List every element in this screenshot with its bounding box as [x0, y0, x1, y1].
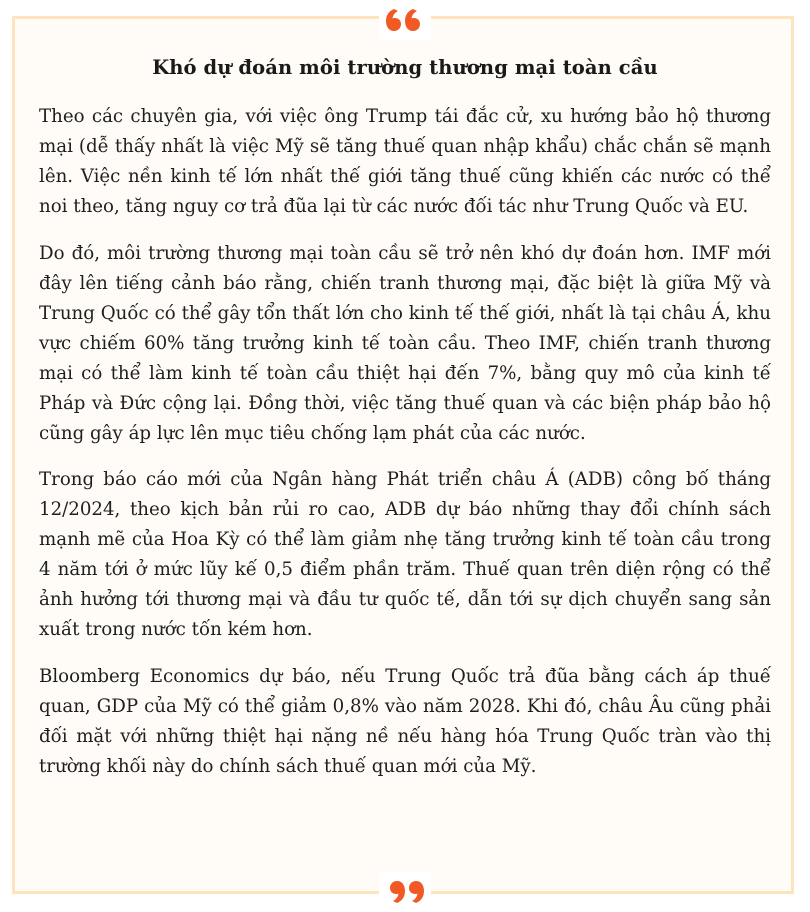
- article-title: Khó dự đoán môi trường thương mại toàn cầu: [152, 56, 658, 79]
- closing-quote-icon: [379, 872, 431, 912]
- paragraph-1: Theo các chuyên gia, với việc ông Trump tái đắc cử, xu hướng bảo hộ thương mại (dễ thấy nhất là việc Mỹ sẽ tăng thuế quan nhập khẩu) chắc chắn sẽ mạnh lên. Việc nền kinh tế lớn nhất thế giới tăng thuế cũng khiến các nước có thể noi theo, tăng nguy cơ trả đũa lại từ các nước đối tác như Trung Quốc và EU.: [39, 106, 771, 217]
- opening-quote-icon: [379, 0, 431, 40]
- paragraph-2: Do đó, môi trường thương mại toàn cầu sẽ trở nên khó dự đoán hơn. IMF mới đây lên tiếng cảnh báo rằng, chiến tranh thương mại, đặc biệt là giữa Mỹ và Trung Quốc có thể gây tổn thất lớn cho kinh tế thế giới, nhất là tại châu Á, khu vực chiếm 60% tăng trưởng kinh tế toàn cầu. Theo IMF, chiến tranh thương mại có thể làm kinh tế toàn cầu thiệt hại đến 7%, bằng quy mô của kinh tế Pháp và Đức cộng lại. Đồng thời, việc tăng thuế quan và các biện pháp bảo hộ cũng gây áp lực lên mục tiêu chống lạm phát của các nước.: [39, 242, 771, 444]
- paragraph-4: Bloomberg Economics dự báo, nếu Trung Quốc trả đũa bằng cách áp thuế quan, GDP của Mỹ có thể giảm 0,8% vào năm 2028. Khi đó, châu Âu cũng phải đối mặt với những thiệt hại nặng nề nếu hàng hóa Trung Quốc tràn vào thị trường khối này do chính sách thuế quan mới của Mỹ.: [39, 665, 771, 777]
- paragraph-3: Trong báo cáo mới của Ngân hàng Phát triển châu Á (ADB) công bố tháng 12/2024, theo kịch bản rủi ro cao, ADB dự báo những thay đổi chính sách mạnh mẽ của Hoa Kỳ có thể làm giảm nhẹ tăng trưởng kinh tế toàn cầu trong 4 năm tới ở mức lũy kế 0,5 điểm phần trăm. Thuế quan trên diện rộng có thể ảnh hưởng tới thương mại và đầu tư quốc tế, dẫn tới sự dịch chuyển sang sản xuất trong nước tốn kém hơn.: [39, 469, 771, 640]
- article-body: [39, 102, 771, 798]
